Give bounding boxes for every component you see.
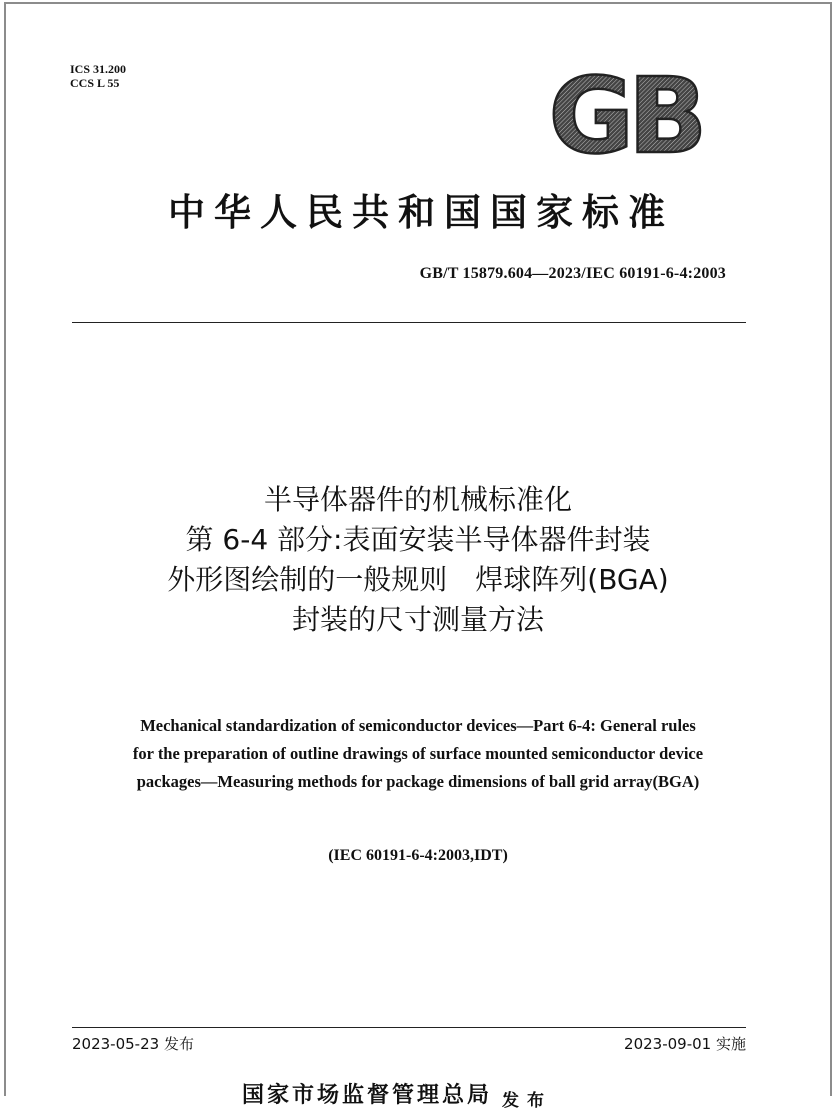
ics-code: ICS 31.200 bbox=[70, 62, 127, 76]
bottom-divider bbox=[72, 1027, 746, 1028]
standard-number: GB/T 15879.604—2023/IEC 60191-6-4:2003 bbox=[419, 265, 726, 282]
chinese-title bbox=[6, 480, 830, 640]
classification-codes bbox=[70, 62, 126, 90]
adoption-note: (IEC 60191-6-4:2003,IDT) bbox=[328, 847, 508, 864]
english-title-line-3: packages—Measuring methods for package dimensions of ball grid array(BGA) bbox=[136, 772, 700, 791]
issuer bbox=[242, 1078, 552, 1111]
top-divider bbox=[72, 322, 746, 323]
chinese-title-line-3: 外形图绘制的一般规则 焊球阵列(BGA) bbox=[167, 563, 669, 596]
chinese-title-line-4: 封装的尺寸测量方法 bbox=[291, 603, 544, 636]
english-title-line-2: for the preparation of outline drawings of surface mounted semiconductor device bbox=[132, 744, 704, 763]
standard-name: 中华人民共和国国家标准 bbox=[168, 190, 674, 234]
chinese-title-line-2: 第 6-4 部分:表面安装半导体器件封装 bbox=[185, 523, 651, 556]
document-page bbox=[4, 2, 832, 1111]
release-date: 2023-05-23 发布 bbox=[72, 1035, 194, 1053]
implement-date: 2023-09-01 实施 bbox=[624, 1035, 746, 1053]
chinese-title-line-1: 半导体器件的机械标准化 bbox=[263, 483, 572, 516]
english-title bbox=[46, 712, 790, 796]
issuer-name: 国家市场监督管理总局 bbox=[242, 1082, 493, 1108]
english-title-line-1: Mechanical standardization of semiconductor devices—Part 6-4: General rules bbox=[140, 716, 696, 735]
gb-logo bbox=[541, 55, 709, 177]
gb-logo-text: GB bbox=[548, 55, 702, 177]
issuer-suffix: 发布 bbox=[502, 1091, 553, 1111]
ccs-code: CCS L 55 bbox=[70, 76, 120, 90]
